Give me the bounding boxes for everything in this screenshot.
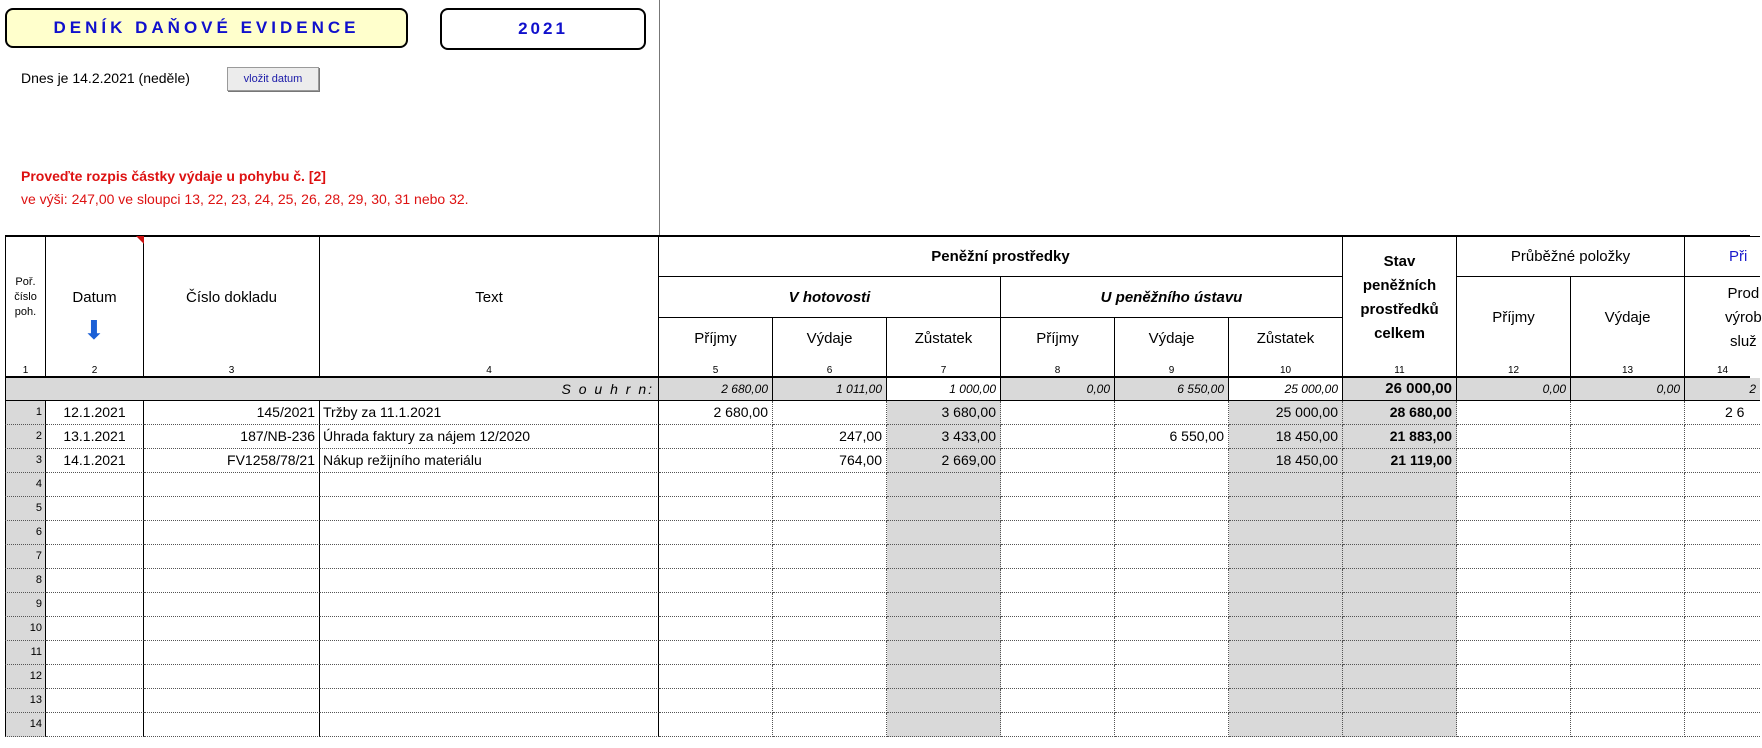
column-index-9: 9: [1115, 358, 1229, 377]
pane-divider: [659, 0, 660, 236]
cell-col-14[interactable]: [1685, 617, 1760, 641]
cell-doklad[interactable]: [144, 497, 320, 521]
header-vydaje-13: Výdaje: [1571, 277, 1685, 358]
header-prijmy-5: Příjmy: [659, 318, 773, 358]
cell-text[interactable]: [320, 617, 659, 641]
cell-col-12[interactable]: [1457, 569, 1571, 593]
cell-col-7[interactable]: 3 680,00: [887, 401, 1001, 425]
cell-doklad[interactable]: [144, 641, 320, 665]
header-penezni-prostredky: Peněžní prostředky: [659, 236, 1343, 277]
row-number: 1: [5, 401, 46, 425]
cell-col-9[interactable]: [1115, 665, 1229, 689]
warning-line-1: Proveďte rozpis částky výdaje u pohybu č. [2]: [21, 168, 326, 184]
cell-datum[interactable]: [46, 521, 144, 545]
cell-col-13[interactable]: [1571, 641, 1685, 665]
cell-col-5[interactable]: [659, 473, 773, 497]
column-index-5: 5: [659, 358, 773, 377]
cell-datum[interactable]: 13.1.2021: [46, 425, 144, 449]
cell-col-8[interactable]: [1001, 401, 1115, 425]
summary-col-11: 26 000,00: [1343, 378, 1457, 401]
cell-datum[interactable]: [46, 593, 144, 617]
cell-col-7[interactable]: [887, 473, 1001, 497]
column-index-2: 2: [46, 358, 144, 377]
cell-col-14[interactable]: [1685, 713, 1760, 737]
cell-col-8[interactable]: [1001, 425, 1115, 449]
cell-col-14[interactable]: [1685, 449, 1760, 473]
cell-col-13[interactable]: [1571, 473, 1685, 497]
header-prijmy-12: Příjmy: [1457, 277, 1571, 358]
header-v-hotovosti: V hotovosti: [659, 277, 1001, 318]
cell-col-10[interactable]: [1229, 665, 1343, 689]
row-number: 12: [5, 665, 46, 689]
cell-text[interactable]: [320, 497, 659, 521]
cell-col-5[interactable]: [659, 641, 773, 665]
summary-col-6: 1 011,00: [773, 378, 887, 401]
cell-datum[interactable]: [46, 713, 144, 737]
cell-col-6[interactable]: [773, 521, 887, 545]
cell-col-6[interactable]: [773, 665, 887, 689]
cell-col-8[interactable]: [1001, 689, 1115, 713]
cell-col-6[interactable]: [773, 401, 887, 425]
cell-doklad[interactable]: [144, 713, 320, 737]
cell-col-6[interactable]: [773, 569, 887, 593]
header-zustatek-7: Zůstatek: [887, 318, 1001, 358]
cell-col-6[interactable]: [773, 545, 887, 569]
cell-col-11[interactable]: [1343, 689, 1457, 713]
cell-datum[interactable]: [46, 545, 144, 569]
cell-col-10[interactable]: [1229, 617, 1343, 641]
cell-col-11[interactable]: [1343, 521, 1457, 545]
cell-datum[interactable]: [46, 641, 144, 665]
cell-col-9[interactable]: [1115, 641, 1229, 665]
cell-col-9[interactable]: [1115, 713, 1229, 737]
cell-col-8[interactable]: [1001, 449, 1115, 473]
row-number: 6: [5, 521, 46, 545]
cell-col-12[interactable]: [1457, 521, 1571, 545]
cell-col-6[interactable]: [773, 473, 887, 497]
cell-col-12[interactable]: [1457, 545, 1571, 569]
cell-col-9[interactable]: [1115, 401, 1229, 425]
column-index-8: 8: [1001, 358, 1115, 377]
cell-col-13[interactable]: [1571, 425, 1685, 449]
cell-col-5[interactable]: [659, 689, 773, 713]
warning-line-2: ve výši: 247,00 ve sloupci 13, 22, 23, 24, 25, 26, 28, 29, 30, 31 nebo 32.: [21, 191, 469, 207]
row-number: 8: [5, 569, 46, 593]
cell-col-14[interactable]: [1685, 689, 1760, 713]
cell-col-9[interactable]: 6 550,00: [1115, 425, 1229, 449]
cell-col-11[interactable]: [1343, 665, 1457, 689]
cell-col-10[interactable]: 25 000,00: [1229, 401, 1343, 425]
cell-col-14[interactable]: [1685, 569, 1760, 593]
cell-col-12[interactable]: [1457, 425, 1571, 449]
cell-col-9[interactable]: [1115, 689, 1229, 713]
comment-indicator: [136, 236, 144, 244]
cell-col-9[interactable]: [1115, 545, 1229, 569]
cell-col-11[interactable]: 28 680,00: [1343, 401, 1457, 425]
cell-col-10[interactable]: [1229, 593, 1343, 617]
cell-col-8[interactable]: [1001, 713, 1115, 737]
cell-col-12[interactable]: [1457, 617, 1571, 641]
header-por-cislo: Poř. číslo poh.: [5, 236, 46, 358]
summary-col-8: 0,00: [1001, 378, 1115, 401]
cell-col-10[interactable]: [1229, 473, 1343, 497]
cell-doklad[interactable]: [144, 473, 320, 497]
header-vydaje-9: Výdaje: [1115, 318, 1229, 358]
cell-doklad[interactable]: [144, 593, 320, 617]
cell-doklad[interactable]: [144, 521, 320, 545]
header-zustatek-10: Zůstatek: [1229, 318, 1343, 358]
cell-col-9[interactable]: [1115, 473, 1229, 497]
cell-col-9[interactable]: [1115, 569, 1229, 593]
cell-col-6[interactable]: [773, 641, 887, 665]
cell-col-7[interactable]: [887, 521, 1001, 545]
cell-col-5[interactable]: [659, 425, 773, 449]
cell-col-11[interactable]: [1343, 569, 1457, 593]
cell-col-5[interactable]: [659, 593, 773, 617]
cell-col-8[interactable]: [1001, 473, 1115, 497]
cell-col-9[interactable]: [1115, 449, 1229, 473]
cell-col-8[interactable]: [1001, 641, 1115, 665]
column-index-14: 14: [1716, 365, 1729, 376]
column-index-3: 3: [144, 358, 320, 377]
cell-col-13[interactable]: [1571, 713, 1685, 737]
row-number: 11: [5, 641, 46, 665]
column-index-1: 1: [5, 358, 46, 377]
cell-col-10[interactable]: [1229, 521, 1343, 545]
cell-col-5[interactable]: [659, 449, 773, 473]
cell-doklad[interactable]: 187/NB-236: [144, 425, 320, 449]
cell-col-6[interactable]: [773, 713, 887, 737]
column-index-4: 4: [320, 358, 659, 377]
cell-col-12[interactable]: [1457, 473, 1571, 497]
cell-col-9[interactable]: [1115, 617, 1229, 641]
cell-col-14[interactable]: [1685, 593, 1760, 617]
row-number: 3: [5, 449, 46, 473]
row-number: 4: [5, 473, 46, 497]
cell-col-5[interactable]: [659, 617, 773, 641]
header-vydaje-6: Výdaje: [773, 318, 887, 358]
cell-datum[interactable]: [46, 665, 144, 689]
cell-col-5[interactable]: [659, 497, 773, 521]
cell-col-13[interactable]: [1571, 593, 1685, 617]
cell-col-14[interactable]: [1685, 545, 1760, 569]
cell-col-11[interactable]: [1343, 617, 1457, 641]
cell-col-8[interactable]: [1001, 617, 1115, 641]
cell-col-12[interactable]: [1457, 713, 1571, 737]
cell-col-9[interactable]: [1115, 497, 1229, 521]
cell-doklad[interactable]: [144, 569, 320, 593]
cell-col-7[interactable]: [887, 497, 1001, 521]
cell-col-8[interactable]: [1001, 545, 1115, 569]
cell-col-13[interactable]: [1571, 401, 1685, 425]
cell-col-11[interactable]: [1343, 545, 1457, 569]
cell-col-12[interactable]: [1457, 641, 1571, 665]
cell-col-8[interactable]: [1001, 569, 1115, 593]
cell-col-10[interactable]: 18 450,00: [1229, 425, 1343, 449]
cell-col-10[interactable]: [1229, 713, 1343, 737]
row-number: 13: [5, 689, 46, 713]
today-text: Dnes je 14.2.2021 (neděle): [21, 70, 190, 86]
cell-text[interactable]: [320, 569, 659, 593]
column-index-7: 7: [887, 358, 1001, 377]
cell-col-9[interactable]: [1115, 521, 1229, 545]
cell-datum[interactable]: [46, 569, 144, 593]
cell-col-13[interactable]: [1571, 521, 1685, 545]
cell-col-12[interactable]: [1457, 497, 1571, 521]
cell-col-5[interactable]: 2 680,00: [659, 401, 773, 425]
cell-col-10[interactable]: [1229, 689, 1343, 713]
cell-col-14[interactable]: [1685, 521, 1760, 545]
cell-col-10[interactable]: 18 450,00: [1229, 449, 1343, 473]
row-number: 14: [5, 713, 46, 737]
cell-col-6[interactable]: [773, 497, 887, 521]
row-number: 10: [5, 617, 46, 641]
cell-text[interactable]: Tržby za 11.1.2021: [320, 401, 659, 425]
insert-date-button[interactable]: vložit datum: [227, 67, 319, 91]
header-datum: Datum: [46, 236, 144, 358]
cell-datum[interactable]: 12.1.2021: [46, 401, 144, 425]
cell-text[interactable]: [320, 473, 659, 497]
cell-col-11[interactable]: [1343, 473, 1457, 497]
header-u-penezniho-ustavu: U peněžního ústavu: [1001, 277, 1343, 318]
header-stav-celkem: Stav peněžních prostředků celkem: [1343, 236, 1457, 358]
column-index-12: 12: [1457, 358, 1571, 377]
cell-col-8[interactable]: [1001, 665, 1115, 689]
cell-col-5[interactable]: [659, 665, 773, 689]
column-index-13: 13: [1571, 358, 1685, 377]
cell-col-5[interactable]: [659, 521, 773, 545]
cell-col-10[interactable]: [1229, 497, 1343, 521]
cell-col-13[interactable]: [1571, 665, 1685, 689]
row-number: 7: [5, 545, 46, 569]
cell-col-14[interactable]: [1685, 425, 1760, 449]
cell-col-6[interactable]: [773, 593, 887, 617]
cell-col-5[interactable]: [659, 545, 773, 569]
cell-col-12[interactable]: [1457, 401, 1571, 425]
cell-col-14[interactable]: [1685, 497, 1760, 521]
summary-col-10: 25 000,00: [1229, 378, 1343, 401]
cell-text[interactable]: [320, 545, 659, 569]
down-arrow-icon: ⬇: [83, 316, 105, 346]
summary-col-9: 6 550,00: [1115, 378, 1229, 401]
cell-col-12[interactable]: [1457, 665, 1571, 689]
cell-col-10[interactable]: [1229, 641, 1343, 665]
cell-datum[interactable]: [46, 473, 144, 497]
cell-datum[interactable]: [46, 689, 144, 713]
header-prijmy-8: Příjmy: [1001, 318, 1115, 358]
cell-doklad[interactable]: 145/2021: [144, 401, 320, 425]
header-cislo-dokladu: Číslo dokladu: [144, 236, 320, 358]
summary-label: S o u h r n:: [5, 378, 659, 401]
cell-text[interactable]: [320, 665, 659, 689]
cell-col-7[interactable]: [887, 713, 1001, 737]
cell-doklad[interactable]: [144, 689, 320, 713]
cell-text[interactable]: [320, 521, 659, 545]
cell-col-8[interactable]: [1001, 497, 1115, 521]
cell-datum[interactable]: [46, 497, 144, 521]
cell-col-14[interactable]: [1685, 641, 1760, 665]
cell-col-6[interactable]: [773, 689, 887, 713]
cell-col-11[interactable]: [1343, 593, 1457, 617]
summary-col-13: 0,00: [1571, 378, 1685, 401]
summary-col-14: 2: [1685, 378, 1760, 401]
cell-col-10[interactable]: [1229, 545, 1343, 569]
cell-doklad[interactable]: FV1258/78/21: [144, 449, 320, 473]
cell-col-7[interactable]: [887, 689, 1001, 713]
cell-col-7[interactable]: 2 669,00: [887, 449, 1001, 473]
column-index-6: 6: [773, 358, 887, 377]
cell-text[interactable]: [320, 641, 659, 665]
cell-col-13[interactable]: [1571, 497, 1685, 521]
cell-col-11[interactable]: [1343, 641, 1457, 665]
cell-col-11[interactable]: 21 883,00: [1343, 425, 1457, 449]
cell-col-8[interactable]: [1001, 593, 1115, 617]
cell-col-12[interactable]: [1457, 593, 1571, 617]
row-number: 5: [5, 497, 46, 521]
cell-col-11[interactable]: [1343, 713, 1457, 737]
cell-col-14[interactable]: [1685, 665, 1760, 689]
cell-col-12[interactable]: [1457, 689, 1571, 713]
cell-col-8[interactable]: [1001, 521, 1115, 545]
cell-col-7[interactable]: [887, 641, 1001, 665]
column-index-10: 10: [1229, 358, 1343, 377]
cell-text[interactable]: [320, 689, 659, 713]
summary-col-12: 0,00: [1457, 378, 1571, 401]
cell-col-13[interactable]: [1571, 689, 1685, 713]
column-index-11: 11: [1343, 358, 1457, 377]
year-box[interactable]: 2021: [440, 8, 646, 50]
summary-col-5: 2 680,00: [659, 378, 773, 401]
cell-col-13[interactable]: [1571, 569, 1685, 593]
cell-col-5[interactable]: [659, 569, 773, 593]
cell-col-13[interactable]: [1571, 449, 1685, 473]
cell-datum[interactable]: [46, 617, 144, 641]
cell-col-10[interactable]: [1229, 569, 1343, 593]
cell-col-13[interactable]: [1571, 617, 1685, 641]
cell-col-11[interactable]: [1343, 497, 1457, 521]
cell-doklad[interactable]: [144, 545, 320, 569]
cell-col-7[interactable]: [887, 665, 1001, 689]
cell-text[interactable]: Nákup režijního materiálu: [320, 449, 659, 473]
cell-col-5[interactable]: [659, 713, 773, 737]
cell-col-7[interactable]: [887, 617, 1001, 641]
header-text: Text: [320, 236, 659, 358]
row-number: 2: [5, 425, 46, 449]
cell-col-6[interactable]: 764,00: [773, 449, 887, 473]
cell-col-13[interactable]: [1571, 545, 1685, 569]
cell-col-11[interactable]: 21 119,00: [1343, 449, 1457, 473]
cell-text[interactable]: [320, 593, 659, 617]
cell-col-7[interactable]: 3 433,00: [887, 425, 1001, 449]
header-col14: Prod výrob služ: [1725, 284, 1762, 350]
cell-col-14[interactable]: 2 6: [1685, 401, 1760, 425]
cell-col-7[interactable]: [887, 545, 1001, 569]
cell-text[interactable]: Úhrada faktury za nájem 12/2020: [320, 425, 659, 449]
cell-col-9[interactable]: [1115, 593, 1229, 617]
cell-doklad[interactable]: [144, 617, 320, 641]
cell-col-7[interactable]: [887, 593, 1001, 617]
cell-doklad[interactable]: [144, 665, 320, 689]
cell-text[interactable]: [320, 713, 659, 737]
cell-col-12[interactable]: [1457, 449, 1571, 473]
header-next-group: Při: [1685, 236, 1760, 277]
cell-datum[interactable]: 14.1.2021: [46, 449, 144, 473]
journal-title: DENÍK DAŇOVÉ EVIDENCE: [5, 8, 408, 48]
header-prubezne-polozky: Průběžné položky: [1457, 236, 1685, 277]
cell-col-6[interactable]: [773, 617, 887, 641]
cell-col-7[interactable]: [887, 569, 1001, 593]
cell-col-14[interactable]: [1685, 473, 1760, 497]
cell-col-6[interactable]: 247,00: [773, 425, 887, 449]
row-number: 9: [5, 593, 46, 617]
summary-col-7: 1 000,00: [887, 378, 1001, 401]
